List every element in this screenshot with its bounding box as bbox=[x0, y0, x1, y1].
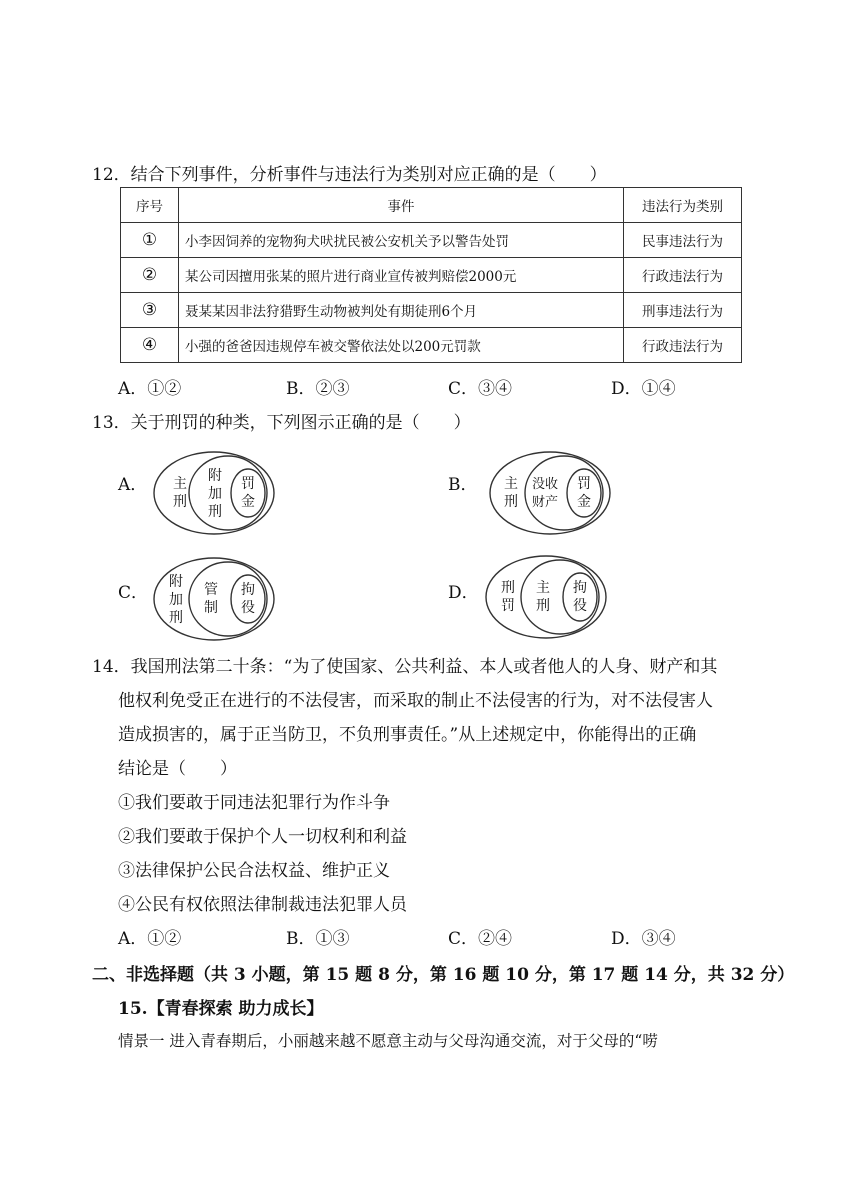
middle-label-char: 刑 bbox=[536, 598, 550, 614]
row-number: ② bbox=[141, 265, 158, 285]
outer-label-char: 罚 bbox=[501, 598, 515, 614]
row-number: ③ bbox=[141, 300, 158, 320]
inner-label-char: 罚 bbox=[577, 476, 591, 492]
q13-diagram-b[interactable] bbox=[488, 450, 612, 536]
outer-label-char: 主 bbox=[504, 476, 518, 492]
middle-label-line: 财产 bbox=[532, 495, 559, 510]
outer-label-char: 刑 bbox=[501, 580, 515, 596]
row-category: 刑事违法行为 bbox=[624, 293, 742, 328]
q14-statement-4: ④公民有权依照法律制裁违法犯罪人员 bbox=[118, 895, 407, 915]
table-row bbox=[121, 293, 742, 328]
middle-label-char: 加 bbox=[208, 486, 222, 502]
q14-stem-line-1: 14．我国刑法第二十条：“为了使国家、公共利益、本人或者他人的人身、财产和其 bbox=[92, 657, 718, 677]
q15-title: 15.【青春探索 助力成长】 bbox=[118, 999, 324, 1019]
middle-label-char: 主 bbox=[536, 580, 550, 596]
q14-option-d[interactable]: D．③④ bbox=[611, 929, 676, 949]
outer-label-char: 加 bbox=[169, 592, 183, 608]
q13-option-b-label[interactable]: B． bbox=[448, 475, 478, 495]
middle-label-char: 附 bbox=[208, 468, 222, 484]
q14-stem-line-3: 造成损害的，属于正当防卫，不负刑事责任。”从上述规定中，你能得出的正确 bbox=[118, 725, 697, 745]
row-event: 小强的爸爸因违规停车被交警依法处以200元罚款 bbox=[179, 328, 624, 363]
inner-label-char: 役 bbox=[241, 600, 255, 616]
col-header-number: 序号 bbox=[121, 188, 179, 223]
q14-option-b[interactable]: B．①③ bbox=[286, 929, 350, 949]
middle-label-char: 制 bbox=[204, 600, 218, 616]
table-row bbox=[121, 328, 742, 363]
q14-option-c[interactable]: C．②④ bbox=[448, 929, 513, 949]
q13-diagram-a[interactable] bbox=[152, 450, 276, 536]
row-category: 行政违法行为 bbox=[624, 258, 742, 293]
q13-option-c-label[interactable]: C． bbox=[118, 583, 149, 603]
q12-option-a[interactable]: A．①② bbox=[118, 379, 182, 399]
q13-diagram-d[interactable] bbox=[484, 554, 608, 640]
row-event: 小李因饲养的宠物狗犬吠扰民被公安机关予以警告处罚 bbox=[179, 223, 624, 258]
outer-label-char: 刑 bbox=[173, 494, 187, 510]
q14-statement-1: ①我们要敢于同违法犯罪行为作斗争 bbox=[118, 793, 390, 813]
row-event: 某公司因擅用张某的照片进行商业宣传被判赔偿2000元 bbox=[179, 258, 624, 293]
q12-stem: 12．结合下列事件，分析事件与违法行为类别对应正确的是（ ） bbox=[92, 165, 607, 185]
q13-stem: 13．关于刑罚的种类，下列图示正确的是（ ） bbox=[92, 413, 471, 433]
col-header-event: 事件 bbox=[179, 188, 624, 223]
q12-option-c[interactable]: C．③④ bbox=[448, 379, 513, 399]
inner-label-char: 金 bbox=[241, 494, 255, 510]
inner-label-char: 拘 bbox=[241, 582, 255, 598]
middle-label-char: 管 bbox=[204, 582, 218, 598]
table-row bbox=[121, 258, 742, 293]
inner-label-char: 拘 bbox=[573, 580, 587, 596]
middle-label-char: 刑 bbox=[208, 504, 222, 520]
q14-statement-3: ③法律保护公民合法权益、维护正义 bbox=[118, 861, 390, 881]
outer-label-char: 刑 bbox=[504, 494, 518, 510]
middle-label-line: 没收 bbox=[532, 477, 559, 492]
section-heading: 二、非选择题（共 3 小题，第 15 题 8 分，第 16 题 10 分，第 17 题 14 分，共 32 分） bbox=[92, 965, 795, 985]
row-number: ① bbox=[141, 230, 158, 250]
outer-label-char: 刑 bbox=[169, 610, 183, 626]
q13-option-d-label[interactable]: D． bbox=[448, 583, 479, 603]
q12-option-b[interactable]: B．②③ bbox=[286, 379, 350, 399]
col-header-category: 违法行为类别 bbox=[624, 188, 742, 223]
outer-label-char: 主 bbox=[173, 476, 187, 492]
q15-scenario-text: 情景一 进入青春期后，小丽越来越不愿意主动与父母沟通交流，对于父母的“唠 bbox=[118, 1032, 658, 1050]
q12-option-d[interactable]: D．①④ bbox=[611, 379, 676, 399]
inner-label-char: 罚 bbox=[241, 476, 255, 492]
q14-statement-2: ②我们要敢于保护个人一切权利和利益 bbox=[118, 827, 407, 847]
q14-stem-line-4: 结论是（ ） bbox=[118, 759, 237, 779]
q13-option-a-label[interactable]: A． bbox=[118, 475, 148, 495]
row-category: 行政违法行为 bbox=[624, 328, 742, 363]
q13-diagram-c[interactable] bbox=[152, 556, 276, 642]
table-row bbox=[121, 223, 742, 258]
inner-label-char: 金 bbox=[577, 494, 591, 510]
outer-label-char: 附 bbox=[169, 574, 183, 590]
event-table bbox=[120, 187, 742, 363]
row-category: 民事违法行为 bbox=[624, 223, 742, 258]
table-header-row bbox=[121, 188, 742, 223]
q14-stem-line-2: 他权利免受正在进行的不法侵害，而采取的制止不法侵害的行为，对不法侵害人 bbox=[118, 691, 713, 711]
row-number: ④ bbox=[141, 335, 158, 355]
q14-option-a[interactable]: A．①② bbox=[118, 929, 182, 949]
row-event: 聂某某因非法狩猎野生动物被判处有期徒刑6个月 bbox=[179, 293, 624, 328]
inner-label-char: 役 bbox=[573, 598, 587, 614]
